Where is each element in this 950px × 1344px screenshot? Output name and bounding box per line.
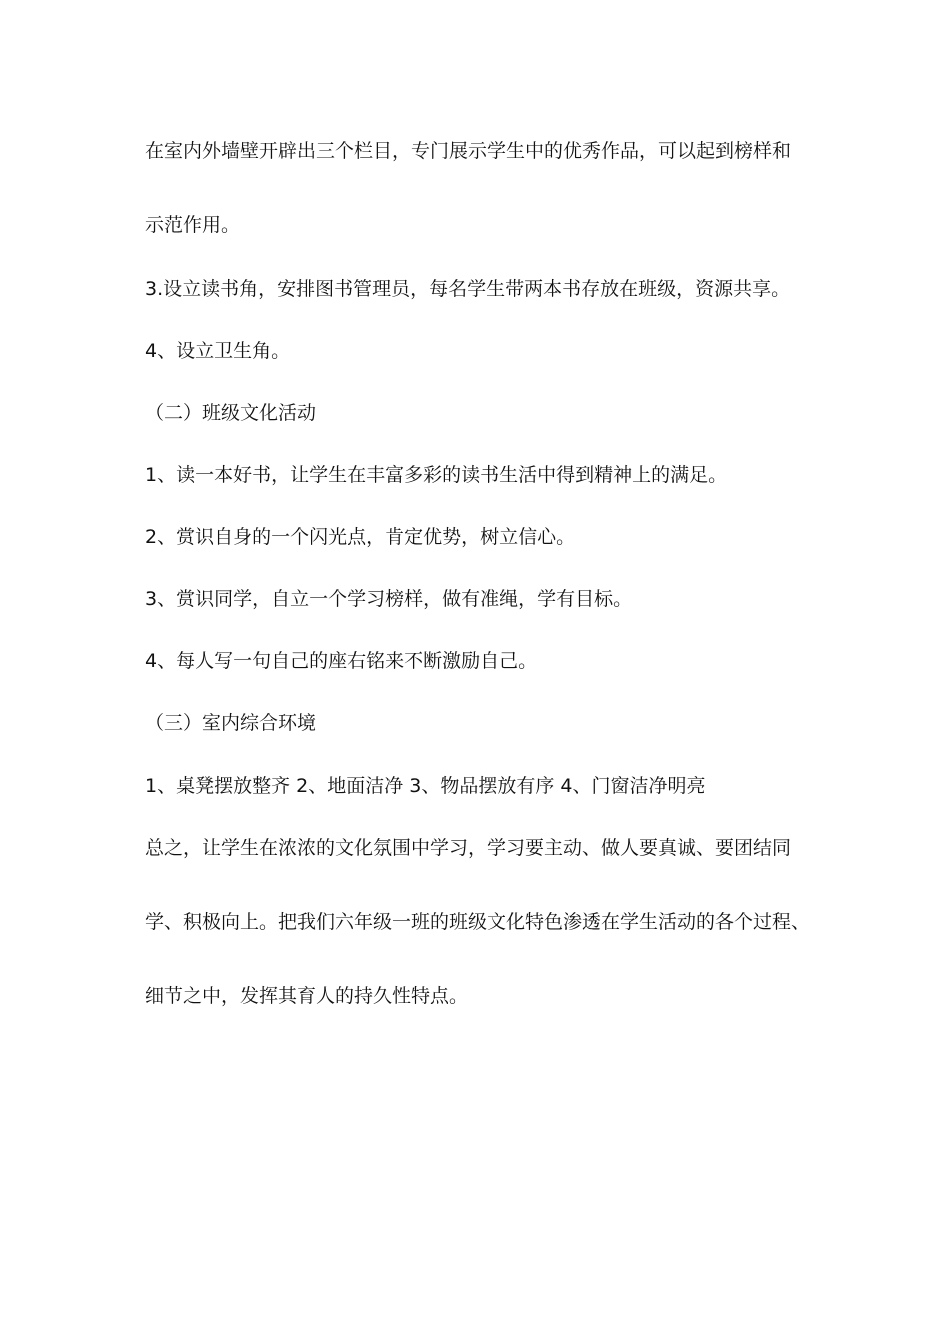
list-item: 2、赏识自身的一个闪光点，肯定优势，树立信心。 xyxy=(145,526,576,548)
paragraph-line: 学、积极向上。把我们六年级一班的班级文化特色渗透在学生活动的各个过程、 xyxy=(145,911,811,933)
paragraph-line: 在室内外墙壁开辟出三个栏目，专门展示学生中的优秀作品，可以起到榜样和 xyxy=(145,140,792,162)
section-heading: （三）室内综合环境 xyxy=(145,712,317,734)
list-item: 4、设立卫生角。 xyxy=(145,340,291,362)
list-item: 4、每人写一句自己的座右铭来不断激励自己。 xyxy=(145,650,538,672)
list-item: 3.设立读书角，安排图书管理员，每名学生带两本书存放在班级，资源共享。 xyxy=(145,278,791,300)
paragraph-line: 细节之中，发挥其育人的持久性特点。 xyxy=(145,985,469,1007)
section-heading: （二）班级文化活动 xyxy=(145,402,317,424)
paragraph-line: 示范作用。 xyxy=(145,214,241,236)
list-item: 1、读一本好书，让学生在丰富多彩的读书生活中得到精神上的满足。 xyxy=(145,464,728,486)
list-item: 3、赏识同学，自立一个学习榜样，做有准绳，学有目标。 xyxy=(145,588,633,610)
paragraph-line: 总之，让学生在浓浓的文化氛围中学习，学习要主动、做人要真诚、要团结同 xyxy=(145,837,792,859)
list-item: 1、桌凳摆放整齐 2、地面洁净 3、物品摆放有序 4、门窗洁净明亮 xyxy=(145,775,706,797)
